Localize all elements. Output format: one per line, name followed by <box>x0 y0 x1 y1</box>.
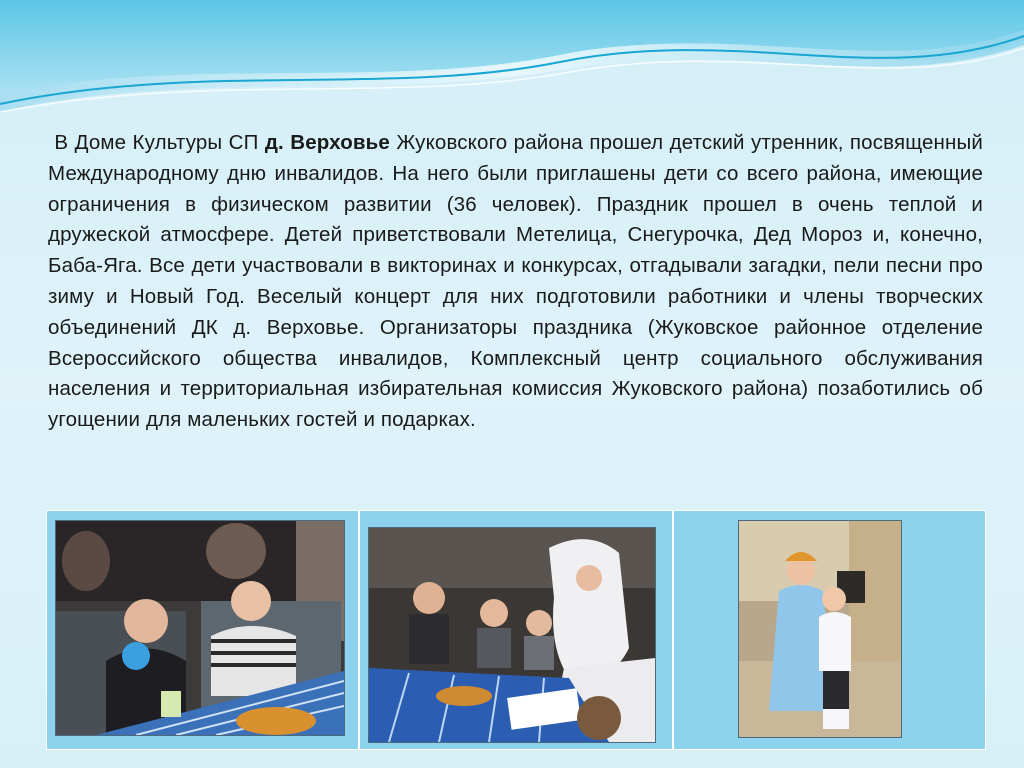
photo-cell-3 <box>674 511 985 749</box>
photo-table <box>46 510 986 750</box>
article-paragraph <box>48 128 983 436</box>
photo-cell-1 <box>47 511 360 749</box>
paragraph-intro: В Доме Культуры СП <box>54 131 259 154</box>
photo-cell-2 <box>360 511 673 749</box>
photo-snow-maiden-singing <box>738 520 902 738</box>
photo-children-table <box>55 520 345 736</box>
wave-header-decoration <box>0 0 1024 130</box>
paragraph-bold-place: д. Верховье <box>264 131 390 154</box>
photo-father-frost <box>368 527 656 743</box>
paragraph-body: Жуковского района прошел детский утренник, посвященный Международному дню инвалидов. На него были приглашены дети со всего района, имеющие ограничения в физическом развитии (36 человек). Праздник прошел в очень теплой и дружеской атмосфере. Детей приветствовали Метелица, Снегурочка, Дед Мороз и, конечно, Баба-Яга. Все дети участвовали в викторинах и конкурсах, отгадывали загадки, пели песни про зиму и Новый Год. Веселый концерт для них подготовили работники и члены творческих объединений ДК д. Верховье. Организаторы праздника (Жуковское районное отделение Всероссийского общества инвалидов, Комплексный центр социального обслуживания населения и территориальная избирательная комиссия Жуковского района) позаботились об угощении для маленьких гостей и подарках. <box>48 131 983 432</box>
